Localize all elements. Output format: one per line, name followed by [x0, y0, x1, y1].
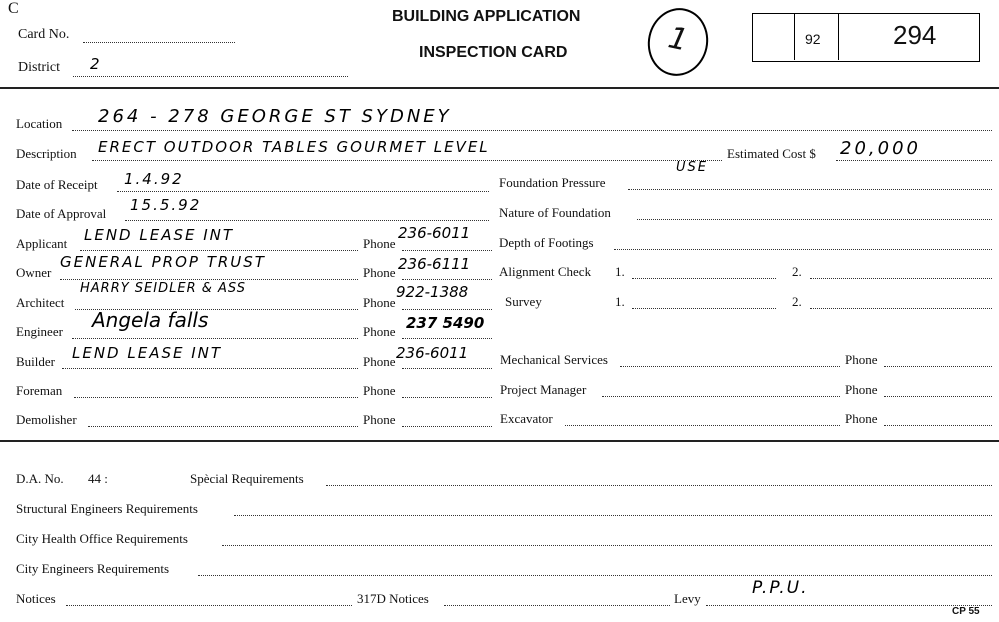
approval-line	[125, 220, 489, 221]
estimated-cost-label: Estimated Cost $	[727, 146, 816, 161]
approval-label: Date of Approval	[16, 206, 107, 221]
project-manager-phone-line	[884, 396, 992, 397]
mechanical-phone-line	[884, 366, 992, 367]
alignment-1-label: 1.	[615, 264, 625, 279]
description-line	[92, 160, 722, 161]
applicant-phone-label: Phone	[363, 236, 396, 251]
levy-label: Levy	[674, 591, 701, 606]
city-engineers-line	[198, 575, 992, 576]
survey-1-label: 1.	[615, 294, 625, 309]
owner-phone-label: Phone	[363, 265, 396, 280]
demolisher-phone-line	[402, 426, 492, 427]
mechanical-label: Mechanical Services	[500, 352, 608, 367]
title-line-1: BUILDING APPLICATION	[392, 8, 581, 25]
project-manager-label: Project Manager	[500, 382, 587, 397]
builder-phone-line	[402, 368, 492, 369]
mechanical-line	[620, 366, 840, 367]
demolisher-phone-label: Phone	[363, 412, 396, 427]
excavator-phone-label: Phone	[845, 411, 878, 426]
engineer-phone: 237 5490	[406, 314, 485, 332]
foreman-phone-line	[402, 397, 492, 398]
foundation-pressure-line	[628, 189, 992, 190]
title-line-2: INSPECTION CARD	[419, 44, 568, 61]
receipt-line	[117, 191, 489, 192]
box-divider-2	[838, 14, 839, 60]
builder-line	[62, 368, 358, 369]
circled-number	[642, 3, 715, 82]
estimated-cost-value: 20,000	[840, 138, 921, 159]
foreman-phone-label: Phone	[363, 383, 396, 398]
architect-phone-label: Phone	[363, 295, 396, 310]
form-code: CP 55	[952, 606, 980, 617]
architect-phone-line	[402, 309, 492, 310]
architect-label: Architect	[16, 295, 65, 310]
applicant-label: Applicant	[16, 236, 68, 251]
notices-317d-label: 317D Notices	[357, 591, 429, 606]
foundation-pressure-label: Foundation Pressure	[499, 175, 606, 190]
owner-line	[60, 279, 358, 280]
applicant-line	[80, 250, 358, 251]
architect-value: HARRY SEIDLER & ASS	[80, 281, 246, 296]
builder-label: Builder	[16, 354, 55, 369]
section-rule	[0, 440, 999, 442]
foreman-line	[74, 397, 358, 398]
applicant-value: LEND LEASE INT	[84, 226, 235, 244]
description-label: Description	[16, 146, 77, 161]
structural-label: Structural Engineers Requirements	[16, 501, 198, 516]
card-no-line	[83, 42, 235, 43]
owner-value: GENERAL PROP TRUST	[60, 253, 266, 271]
corner-mark: C	[8, 0, 19, 17]
receipt-label: Date of Receipt	[16, 177, 98, 192]
project-manager-line	[602, 396, 840, 397]
engineer-label: Engineer	[16, 324, 63, 339]
applicant-phone-line	[402, 250, 492, 251]
alignment-label: Alignment Check	[499, 264, 592, 279]
description-value: ERECT OUTDOOR TABLES GOURMET LEVEL	[98, 138, 490, 156]
receipt-value: 1.4.92	[124, 170, 184, 188]
description-value-2: USE	[676, 160, 708, 175]
demolisher-label: Demolisher	[16, 412, 77, 427]
box-year: 92	[805, 31, 821, 47]
survey-label: Survey	[505, 294, 542, 309]
foreman-label: Foreman	[16, 383, 63, 398]
city-engineers-label: City Engineers Requirements	[16, 561, 170, 576]
box-number: 294	[893, 20, 937, 50]
levy-line	[706, 605, 992, 606]
owner-label: Owner	[16, 265, 52, 280]
nature-foundation-label: Nature of Foundation	[499, 205, 611, 220]
da-value: 44 :	[88, 471, 108, 486]
engineer-line	[72, 338, 358, 339]
health-label: City Health Office Requirements	[16, 531, 188, 546]
location-line	[72, 130, 992, 131]
special-label: Spècial Requirements	[190, 471, 304, 486]
estimated-cost-line	[836, 160, 992, 161]
health-line	[222, 545, 992, 546]
engineer-value: Angela falls	[92, 308, 209, 332]
district-line	[73, 76, 348, 77]
alignment-2-label: 2.	[792, 264, 802, 279]
survey-2-label: 2.	[792, 294, 802, 309]
builder-value: LEND LEASE INT	[72, 344, 223, 362]
nature-foundation-line	[637, 219, 992, 220]
box-divider-1	[794, 14, 795, 60]
levy-value: P.P.U.	[752, 578, 809, 598]
notices-line	[66, 605, 352, 606]
depth-footings-label: Depth of Footings	[499, 235, 594, 250]
location-value: 264 - 278 GEORGE ST SYDNEY	[98, 106, 452, 127]
special-line	[326, 485, 992, 486]
engineer-phone-line	[402, 338, 492, 339]
builder-phone: 236-6011	[396, 344, 469, 362]
card-no-label: Card No.	[18, 27, 70, 42]
header-rule	[0, 87, 999, 89]
applicant-phone: 236-6011	[398, 224, 471, 242]
district-label: District	[18, 60, 60, 75]
alignment-2-line	[810, 278, 992, 279]
owner-phone: 236-6111	[398, 255, 471, 273]
excavator-phone-line	[884, 425, 992, 426]
notices-label: Notices	[16, 591, 56, 606]
architect-phone: 922-1388	[396, 283, 469, 301]
approval-value: 15.5.92	[130, 196, 202, 214]
district-value: 2	[90, 55, 102, 73]
survey-1-line	[632, 308, 776, 309]
engineer-phone-label: Phone	[363, 324, 396, 339]
circled-number-text: 1	[665, 20, 692, 59]
project-manager-phone-label: Phone	[845, 382, 878, 397]
owner-phone-line	[402, 279, 492, 280]
location-label: Location	[16, 116, 63, 131]
da-label: D.A. No.	[16, 471, 64, 486]
card-number-box	[752, 13, 980, 62]
excavator-label: Excavator	[500, 411, 553, 426]
structural-line	[234, 515, 992, 516]
builder-phone-label: Phone	[363, 354, 396, 369]
excavator-line	[565, 425, 840, 426]
survey-2-line	[810, 308, 992, 309]
mechanical-phone-label: Phone	[845, 352, 878, 367]
alignment-1-line	[632, 278, 776, 279]
depth-footings-line	[614, 249, 992, 250]
demolisher-line	[88, 426, 358, 427]
notices-317d-line	[444, 605, 670, 606]
